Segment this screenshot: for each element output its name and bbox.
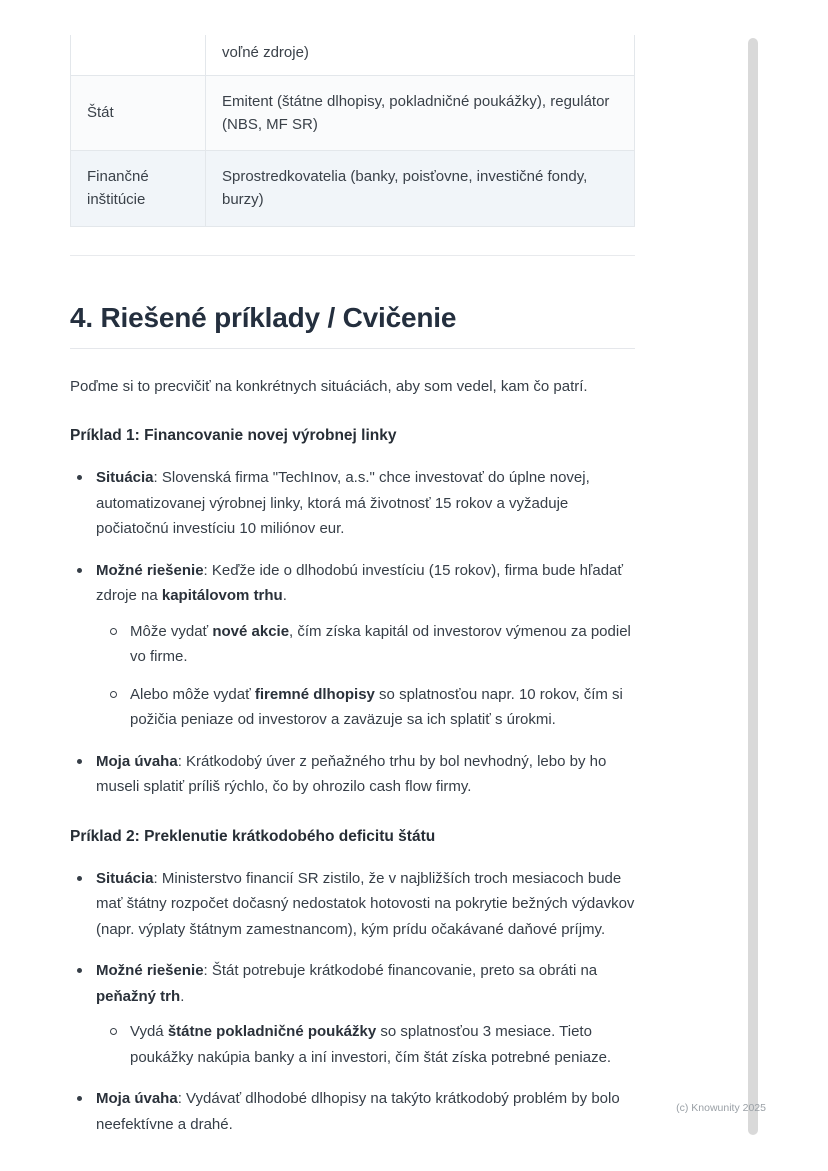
table-row	[71, 35, 635, 75]
list-item-text: Moja úvaha: Vydávať dlhodobé dlhopisy na takýto krátkodobý problém by bolo neefektívne a drahé.	[96, 1090, 620, 1133]
list-item	[70, 958, 635, 1070]
sub-list	[104, 619, 635, 733]
list-item	[70, 1086, 635, 1137]
list-item	[70, 749, 635, 800]
sub-list-item	[104, 1019, 635, 1070]
list-item-text: Môže vydať nové akcie, čím získa kapitál od investorov výmenou za podiel vo firme.	[130, 622, 631, 666]
sub-list	[104, 1019, 635, 1070]
list-item-text: Situácia: Slovenská firma "TechInov, a.s." chce investovať do úplne novej, automatizovanej výrobnej linky, ktorá má životnosť 15 rokov a vyžaduje počiatočnú investíciu 10 miliónov eur.	[96, 469, 590, 538]
scrollbar[interactable]	[748, 38, 758, 1135]
table-cell-value: voľné zdroje)	[206, 35, 635, 75]
list-item	[70, 866, 635, 943]
list-item	[70, 558, 635, 733]
list-item-text: Moja úvaha: Krátkodobý úver z peňažného trhu by bol nevhodný, lebo by ho museli splatiť príliš rýchlo, čo by ohrozilo cash flow firmy.	[96, 752, 607, 796]
table-cell-label: Štát	[71, 75, 206, 151]
section-heading: 4. Riešené príklady / Cvičenie	[70, 302, 635, 349]
market-participants-table	[70, 35, 635, 227]
sub-list-item	[104, 682, 635, 733]
example-2-title: Príklad 2: Preklenutie krátkodobého deficitu štátu	[70, 827, 436, 845]
list-item-text: Možné riešenie: Keďže ide o dlhodobú investíciu (15 rokov), firma bude hľadať zdroje na kapitálovom trhu.	[96, 561, 624, 605]
table-cell-label	[71, 35, 206, 75]
list-item-text: Situácia: Ministerstvo financií SR zistilo, že v najbližších troch mesiacoch bude mať štátny rozpočet dočasný nedostatok hotovosti na pokrytie bežných výdavkov (napr. výplaty štátnym zamestnancom), kým prídu očakávané daňové príjmy.	[96, 869, 635, 938]
example-2-list	[70, 866, 635, 1138]
example-1-title: Príklad 1: Financovanie novej výrobnej linky	[70, 427, 397, 445]
list-item-text: Alebo môže vydať firemné dlhopisy so splatnosťou napr. 10 rokov, čím si požičia peniaze od investorov a zaväzuje sa ich splatiť s úrokmi.	[130, 685, 623, 729]
sub-list-item	[104, 619, 635, 670]
table-cell-value: Sprostredkovatelia (banky, poisťovne, investičné fondy, burzy)	[206, 151, 635, 227]
table-cell-value: Emitent (štátne dlhopisy, pokladničné poukážky), regulátor (NBS, MF SR)	[206, 75, 635, 151]
intro-paragraph: Poďme si to precvičiť na konkrétnych situáciách, aby som vedel, kam čo patrí.	[70, 377, 588, 395]
list-item	[70, 465, 635, 542]
table-row	[71, 151, 635, 227]
table-cell-label: Finančné inštitúcie	[71, 151, 206, 227]
section-divider	[70, 255, 635, 256]
copyright-watermark: (c) Knowunity 2025	[676, 1102, 766, 1114]
list-item-text: Vydá štátne pokladničné poukážky so splatnosťou 3 mesiace. Tieto poukážky nakúpia banky a iní investori, čím štát získa potrebné peniaze.	[130, 1023, 612, 1066]
example-1-list	[70, 465, 635, 800]
document-content	[70, 35, 635, 1153]
list-item-text: Možné riešenie: Štát potrebuje krátkodobé financovanie, preto sa obráti na peňažný trh.	[96, 962, 598, 1005]
table-row	[71, 75, 635, 151]
